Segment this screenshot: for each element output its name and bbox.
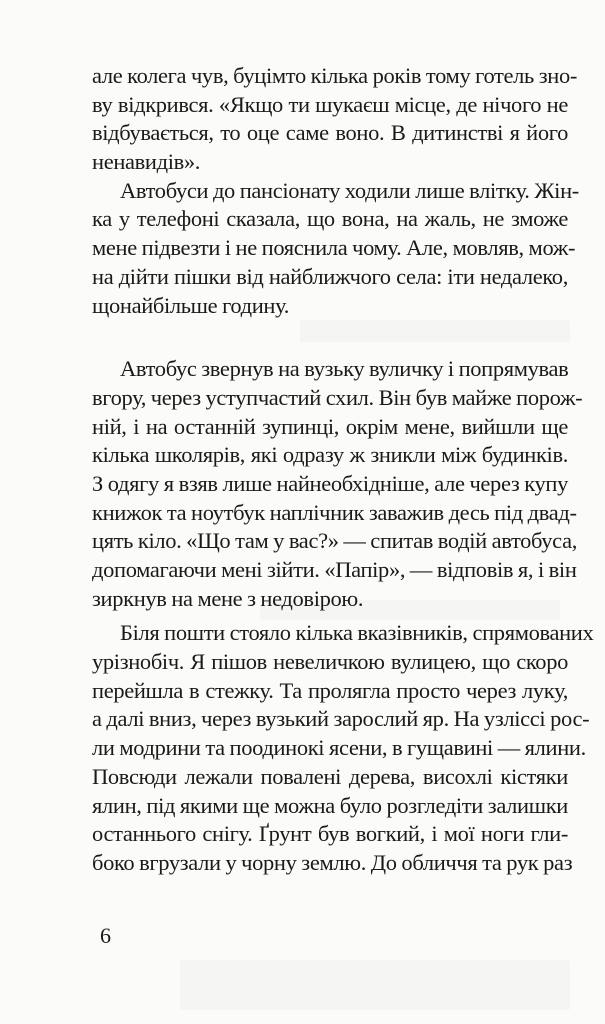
text-line: останнього снігу. Ґрунт був вогкий, і мої ноги гли- <box>92 821 568 847</box>
paragraph-1 <box>92 62 577 177</box>
text-line: зиркнув на мене з недовірою. <box>92 585 364 611</box>
text-line: щонайбільше годину. <box>92 292 290 318</box>
bleed-through-mark <box>180 960 570 1010</box>
text-line: Біля пошти стояло кілька вказівників, спрямованих <box>120 620 594 646</box>
section-break <box>92 320 568 355</box>
text-line: мене підвезти і не пояснила чому. Але, мовляв, мож- <box>92 235 576 261</box>
text-line: а далі вниз, через вузький зарослий яр. На узліссі рос- <box>92 706 590 732</box>
paragraph-4 <box>92 619 594 877</box>
text-line: перейшла в стежку. Та пролягла просто через луку, <box>92 677 568 703</box>
paragraph-2 <box>92 177 579 320</box>
text-line: на дійти пішки від найближчого села: іти недалеко, <box>92 263 568 289</box>
paragraph-3 <box>92 355 583 613</box>
text-line: ву відкрився. «Якщо ти шукаєш місце, де нічого не <box>92 91 568 117</box>
text-line: кілька школярів, які одразу ж зникли між будинків. <box>92 442 568 468</box>
text-line: Автобус звернув на вузьку вуличку і попрямував <box>120 356 569 382</box>
text-line: Автобуси до пансіонату ходили лише влітку. Жін- <box>120 177 579 203</box>
text-line: вгору, через уступчастий схил. Він був майже порож- <box>92 384 583 410</box>
text-line: З одягу я взяв лише найнеобхідніше, але через купу <box>92 470 568 496</box>
text-line: ялин, під якими ще можна було розгледіти залишки <box>92 792 568 818</box>
text-line: допомагаючи мені зійти. «Папір», — відповів я, і він <box>92 557 577 582</box>
text-line: урізнобіч. Я пішов невеличкою вулицею, що скоро <box>92 649 568 675</box>
text-line: ка у телефоні сказала, що вона, на жаль, не зможе <box>92 206 568 232</box>
text-line: ли модрини та поодинокі ясени, в гущавині — ялини. <box>92 735 586 761</box>
book-page-body <box>92 62 594 878</box>
text-line: Повсюди лежали повалені дерева, висохлі кістяки <box>92 763 568 789</box>
text-line: ненавидів». <box>92 149 201 175</box>
text-line: ній, і на останній зупинці, окрім мене, вийшли ще <box>92 413 568 439</box>
page-number: 6 <box>100 923 111 948</box>
text-line: книжок та ноутбук наплічник заважив десь під двад- <box>92 499 577 525</box>
text-line: але колега чув, буцімто кілька років тому готель зно- <box>92 63 577 88</box>
text-line: боко вгрузали у чорну землю. До обличчя та рук раз <box>92 849 573 875</box>
text-line: цять кіло. «Що там у вас?» — спитав водій автобуса, <box>92 528 578 554</box>
text-line: відбувається, то оце саме воно. В дитинстві я його <box>92 120 568 146</box>
